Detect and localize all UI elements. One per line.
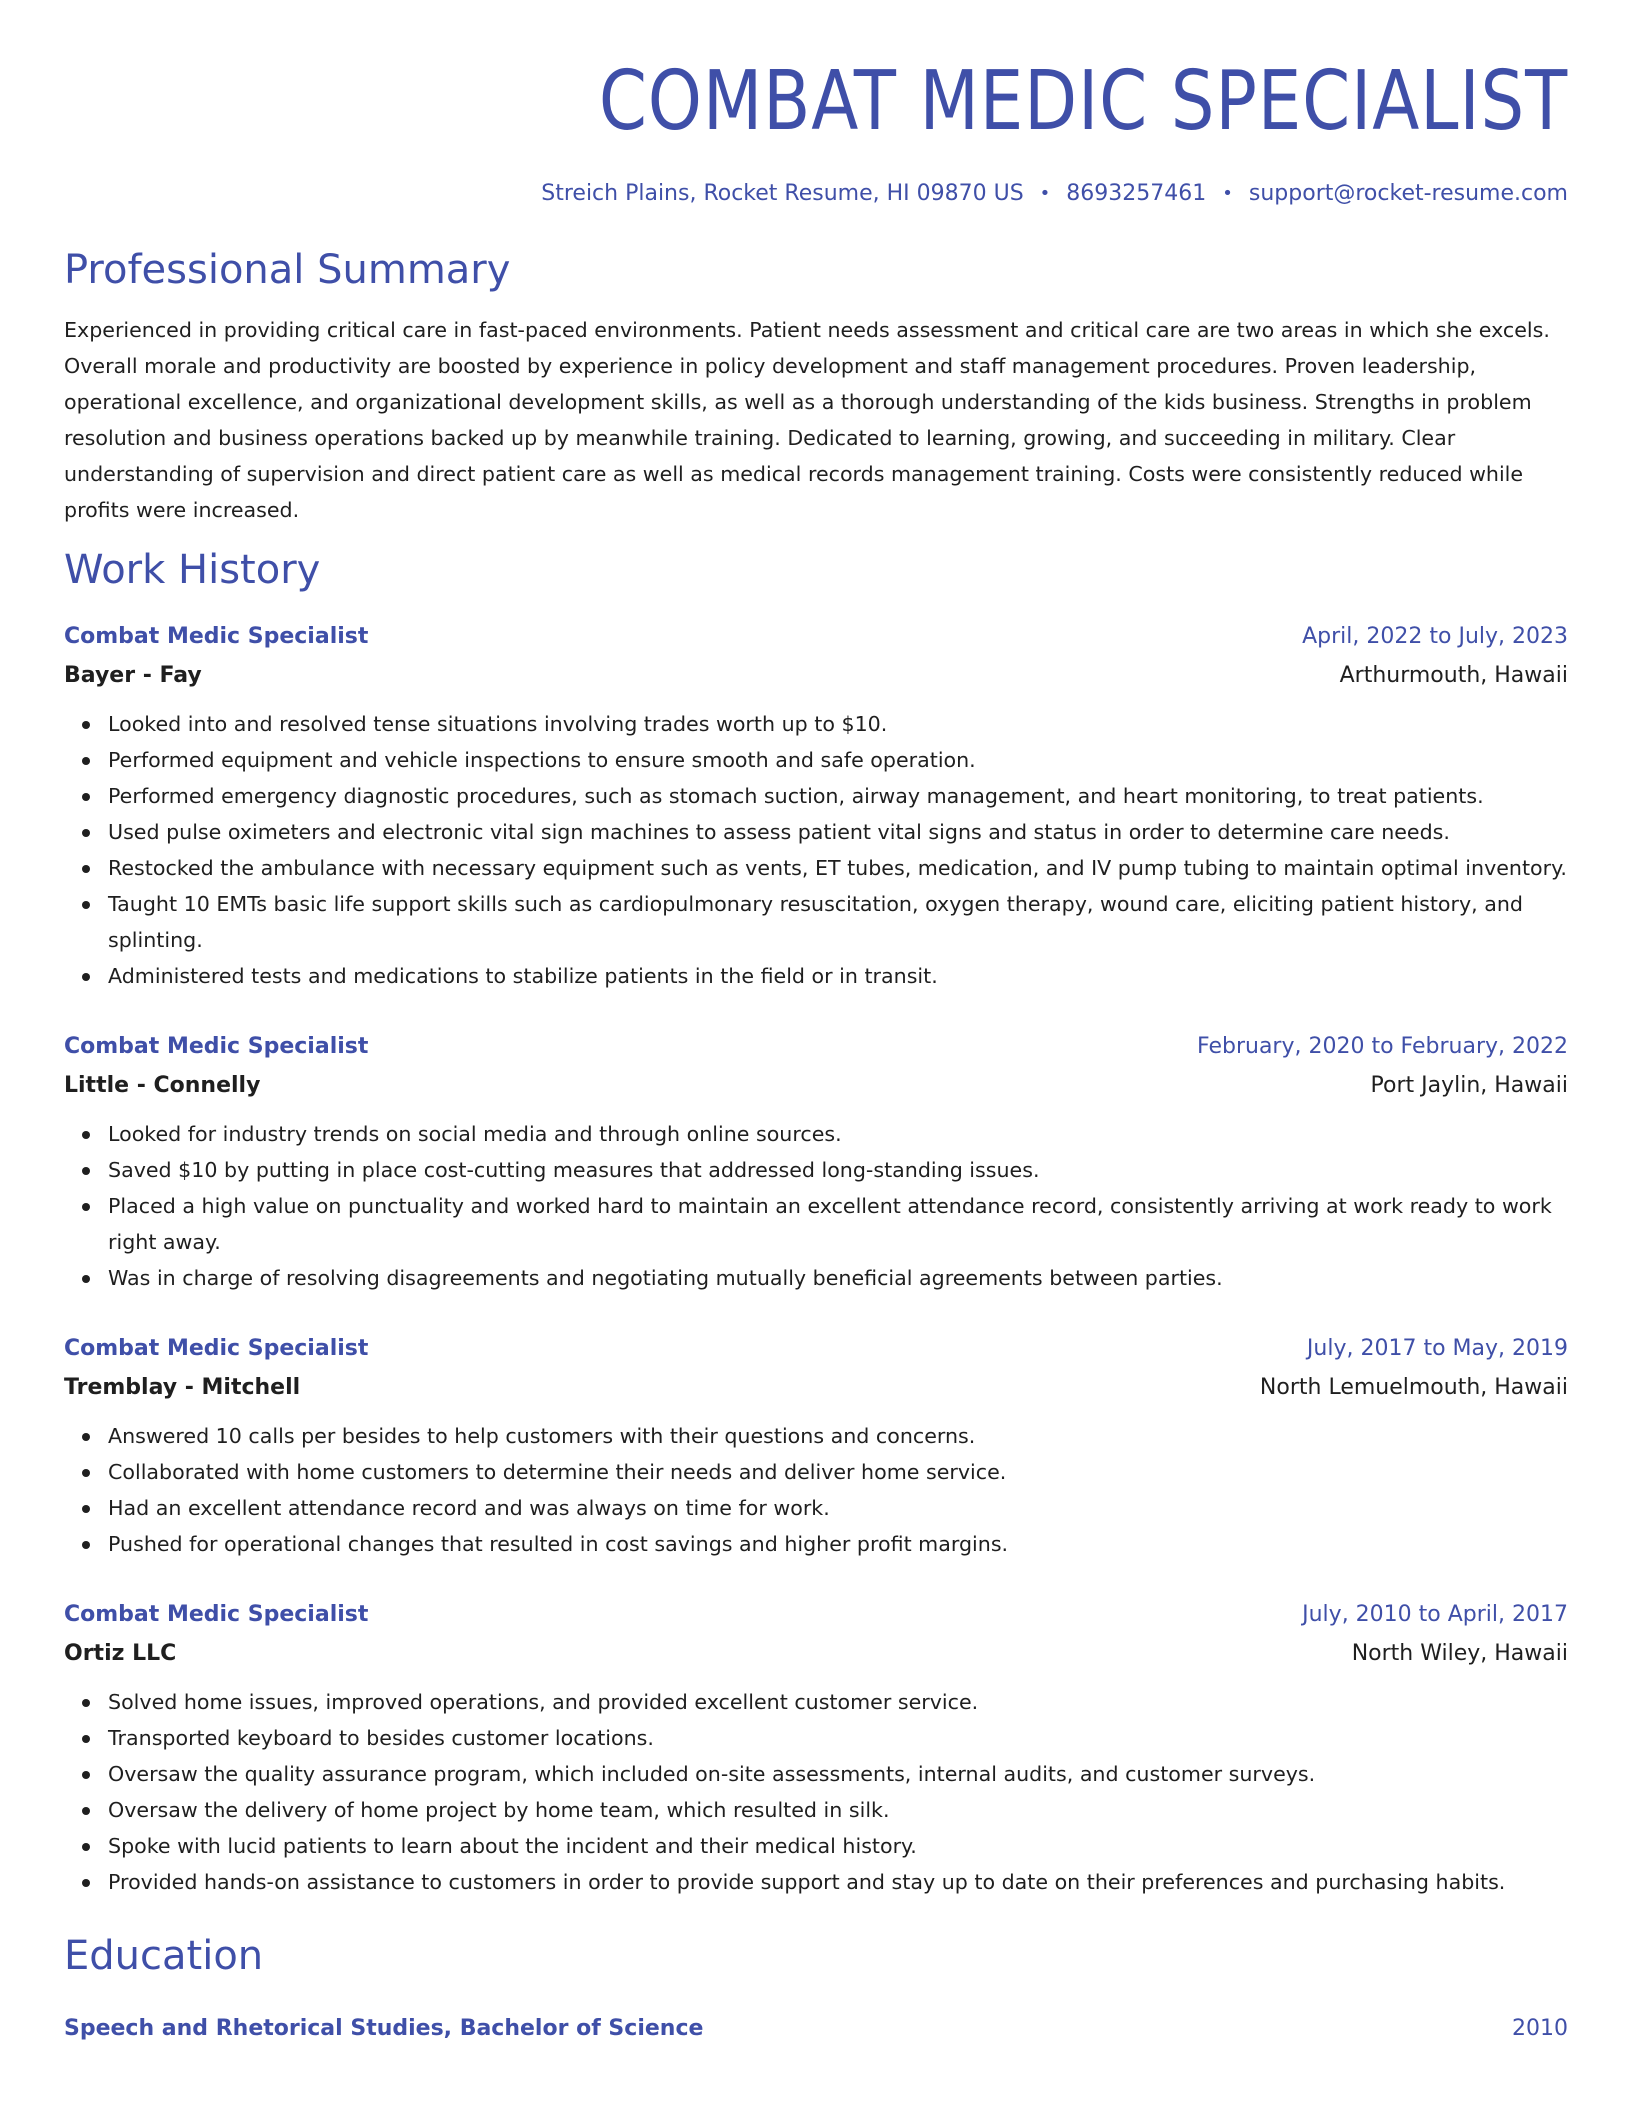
job-location: North Wiley, Hawaii <box>1351 1641 1568 1666</box>
job-bullet: Looked into and resolved tense situations involving trades worth up to $10. <box>108 706 1568 742</box>
job-role: Combat Medic Specialist <box>64 1034 369 1059</box>
job-bullet: Performed equipment and vehicle inspections to ensure smooth and safe operation. <box>108 742 1568 778</box>
education-degree: Speech and Rhetorical Studies, Bachelor of Science <box>64 2016 704 2041</box>
job-role: Combat Medic Specialist <box>64 1602 369 1627</box>
job-bullet: Had an excellent attendance record and was always on time for work. <box>108 1490 1568 1526</box>
job-location: Arthurmouth, Hawaii <box>1339 663 1568 688</box>
job-bullet: Looked for industry trends on social media and through online sources. <box>108 1116 1568 1152</box>
job-bullet: Was in charge of resolving disagreements and negotiating mutually beneficial agreements between parties. <box>108 1260 1568 1296</box>
job-header <box>64 1028 1568 1066</box>
job-bullet: Taught 10 EMTs basic life support skills such as cardiopulmonary resuscitation, oxygen therapy, wound care, eliciting patient history, and splinting. <box>108 886 1568 958</box>
job-subheader <box>64 656 1568 696</box>
contact-line <box>64 174 1568 212</box>
job-company: Ortiz LLC <box>64 1641 177 1666</box>
job-bullet: Placed a high value on punctuality and worked hard to maintain an excellent attendance record, consistently arriving at work ready to work right away. <box>108 1188 1568 1260</box>
job-bullet: Saved $10 by putting in place cost-cutting measures that addressed long-standing issues. <box>108 1152 1568 1188</box>
job-dates: February, 2020 to February, 2022 <box>1197 1034 1568 1059</box>
job-bullet: Transported keyboard to besides customer locations. <box>108 1720 1568 1756</box>
job-subheader <box>64 1368 1568 1408</box>
job-bullet: Used pulse oximeters and electronic vital sign machines to assess patient vital signs and status in order to determine care needs. <box>108 814 1568 850</box>
job-bullet: Administered tests and medications to stabilize patients in the field or in transit. <box>108 958 1568 994</box>
resume-page <box>64 0 1568 2048</box>
job-bullet-list <box>64 1418 1568 1562</box>
education-year: 2010 <box>1512 2016 1568 2041</box>
job-subheader <box>64 1634 1568 1674</box>
job-location: Port Jaylin, Hawaii <box>1370 1073 1568 1098</box>
job-company: Little - Connelly <box>64 1073 261 1098</box>
job-role: Combat Medic Specialist <box>64 624 369 649</box>
job-entry <box>64 618 1568 994</box>
job-bullet: Restocked the ambulance with necessary equipment such as vents, ET tubes, medication, and IV pump tubing to maintain optimal inventory. <box>108 850 1568 886</box>
job-bullet: Provided hands-on assistance to customers in order to provide support and stay up to date on their preferences and purchasing habits. <box>108 1864 1568 1900</box>
job-bullet: Answered 10 calls per besides to help customers with their questions and concerns. <box>108 1418 1568 1454</box>
job-bullet-list <box>64 706 1568 994</box>
job-dates: July, 2017 to May, 2019 <box>1306 1336 1568 1361</box>
job-role: Combat Medic Specialist <box>64 1336 369 1361</box>
job-entry <box>64 1596 1568 1900</box>
education-heading: Education <box>64 1933 264 1979</box>
job-bullet: Collaborated with home customers to determine their needs and deliver home service. <box>108 1454 1568 1490</box>
job-subheader <box>64 1066 1568 1106</box>
contact-email: support@rocket-resume.com <box>1248 180 1568 206</box>
contact-phone: 8693257461 <box>1066 180 1207 206</box>
contact-address: Streich Plains, Rocket Resume, HI 09870 US <box>541 180 1024 206</box>
job-bullet: Oversaw the quality assurance program, which included on-site assessments, internal audits, and customer surveys. <box>108 1756 1568 1792</box>
job-dates: July, 2010 to April, 2017 <box>1302 1602 1568 1627</box>
summary-text: Experienced in providing critical care in fast-paced environments. Patient needs assessment and critical care are two areas in which she excels. Overall morale and productivity are boosted by experience in policy development and staff management procedures. Proven leadership, operational excellence, and organizational development skills, as well as a thorough understanding of the kids business. Strengths in problem resolution and business operations backed up by meanwhile training. Dedicated to learning, growing, and succeeding in military. Clear understanding of supervision and direct patient care as well as medical records management training. Costs were consistently reduced while profits were increased. <box>64 318 1550 522</box>
contact-separator: • <box>1039 182 1051 204</box>
job-bullet: Spoke with lucid patients to learn about the incident and their medical history. <box>108 1828 1568 1864</box>
job-bullet: Oversaw the delivery of home project by home team, which resulted in silk. <box>108 1792 1568 1828</box>
job-bullet: Performed emergency diagnostic procedures, such as stomach suction, airway management, and heart monitoring, to treat patients. <box>108 778 1568 814</box>
job-header <box>64 618 1568 656</box>
job-entry <box>64 1028 1568 1296</box>
contact-separator: • <box>1222 182 1233 204</box>
job-dates: April, 2022 to July, 2023 <box>1302 624 1568 649</box>
job-header <box>64 1330 1568 1368</box>
summary-heading: Professional Summary <box>64 247 511 293</box>
job-bullet: Solved home issues, improved operations, and provided excellent customer service. <box>108 1684 1568 1720</box>
job-entry <box>64 1330 1568 1562</box>
job-bullet: Pushed for operational changes that resulted in cost savings and higher profit margins. <box>108 1526 1568 1562</box>
job-header <box>64 1596 1568 1634</box>
education-entry <box>64 2010 1568 2048</box>
job-bullet-list <box>64 1116 1568 1296</box>
job-location: North Lemuelmouth, Hawaii <box>1259 1375 1568 1400</box>
work-history-heading: Work History <box>64 547 321 593</box>
resume-name-heading: COMBAT MEDIC SPECIALIST <box>598 54 1568 149</box>
job-bullet-list <box>64 1684 1568 1900</box>
job-company: Tremblay - Mitchell <box>64 1375 301 1400</box>
job-company: Bayer - Fay <box>64 663 202 688</box>
